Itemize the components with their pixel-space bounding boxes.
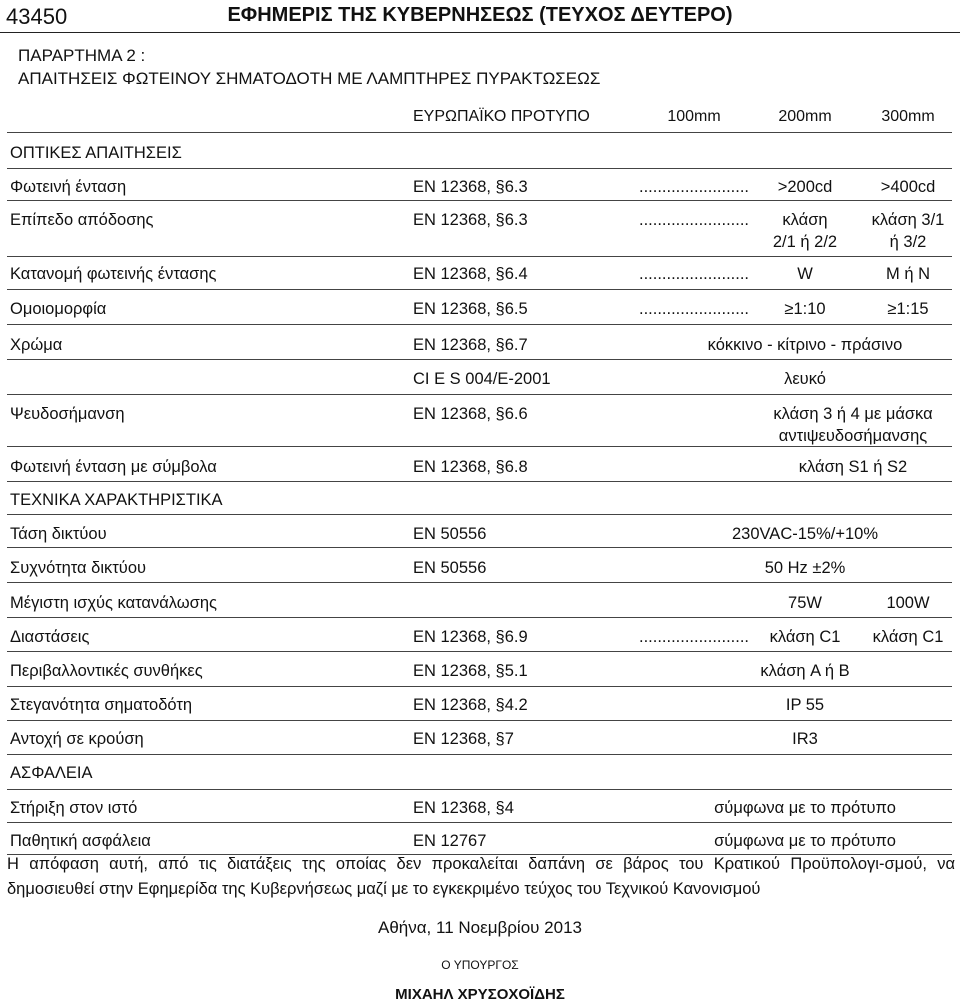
value-200mm: 75W xyxy=(788,594,822,612)
value-200-300mm-line2: αντιψευδοσήμανσης xyxy=(778,427,928,445)
row-divider xyxy=(7,289,952,290)
value-all-sizes: κλάση A ή B xyxy=(760,662,850,680)
value-100mm: ........................ xyxy=(638,211,750,229)
value-200mm: ≥1:10 xyxy=(784,300,826,318)
row-label: Αντοχή σε κρούση xyxy=(10,730,144,748)
annex-title: ΑΠΑΙΤΗΣΕΙΣ ΦΩΤΕΙΝΟΥ ΣΗΜΑΤΟΔΟΤΗ ΜΕ ΛΑΜΠΤΗΡΕΣ ΠΥΡΑΚΤΩΣΕΩΣ xyxy=(18,69,601,88)
row-divider xyxy=(7,256,952,257)
value-100mm: ........................ xyxy=(638,178,750,196)
row-standard: EN 12368, §6.9 xyxy=(413,628,528,646)
journal-title: ΕΦΗΜΕΡΙΣ ΤΗΣ ΚΥΒΕΡΝΗΣΕΩΣ (ΤΕΥΧΟΣ ΔΕΥΤΕΡΟ) xyxy=(227,4,733,26)
row-divider xyxy=(7,789,952,790)
column-header-standard: ΕΥΡΩΠΑΪΚΟ ΠΡΟΤΥΠΟ xyxy=(413,108,590,125)
page-header xyxy=(0,0,960,33)
row-divider xyxy=(7,651,952,652)
value-300mm: κλάση C1 xyxy=(872,628,944,646)
row-label: Τάση δικτύου xyxy=(10,525,107,543)
value-200-300mm: κλάση 3 ή 4 με μάσκα xyxy=(773,405,933,423)
value-all-sizes: σύμφωνα με το πρότυπο xyxy=(714,799,896,817)
row-divider xyxy=(7,324,952,325)
row-divider xyxy=(7,582,952,583)
value-300mm: κλάση 3/1 xyxy=(871,211,945,229)
row-divider xyxy=(7,168,952,169)
row-divider xyxy=(7,446,952,447)
divider xyxy=(7,132,952,133)
row-divider xyxy=(7,754,952,755)
place-date: Αθήνα, 11 Νοεμβρίου 2013 xyxy=(377,918,583,937)
column-header-200mm: 200mm xyxy=(778,108,832,125)
row-divider xyxy=(7,547,952,548)
row-divider xyxy=(7,617,952,618)
row-label: ΑΣΦΑΛΕΙΑ xyxy=(10,764,93,782)
value-all-sizes: 230VAC-15%/+10% xyxy=(732,525,878,543)
row-divider xyxy=(7,822,952,823)
value-200mm-line2: 2/1 ή 2/2 xyxy=(772,233,838,251)
column-header-100mm: 100mm xyxy=(667,108,721,125)
row-divider xyxy=(7,720,952,721)
value-all-sizes: IR3 xyxy=(792,730,818,748)
row-label: Περιβαλλοντικές συνθήκες xyxy=(10,662,203,680)
row-label: Στήριξη στον ιστό xyxy=(10,799,138,817)
row-standard: EN 12368, §7 xyxy=(413,730,514,748)
row-label: Στεγανότητα σηματοδότη xyxy=(10,696,193,714)
value-300mm: >400cd xyxy=(880,178,936,196)
annex-number: ΠΑΡΑΡΤΗΜΑ 2 : xyxy=(18,46,146,65)
row-standard: CI E S 004/E-2001 xyxy=(413,370,551,388)
value-all-sizes: λευκό xyxy=(784,370,826,388)
row-label: Μέγιστη ισχύς κατανάλωσης xyxy=(10,594,217,612)
row-label: Ομοιομορφία xyxy=(10,300,107,318)
value-all-sizes: 50 Hz ±2% xyxy=(764,559,846,577)
row-label: Συχνότητα δικτύου xyxy=(10,559,147,577)
row-standard: EN 50556 xyxy=(413,559,487,577)
minister-name: ΜΙΧΑΗΛ ΧΡΥΣΟΧΟΪΔΗΣ xyxy=(395,986,565,1003)
row-label: Φωτεινή ένταση με σύμβολα xyxy=(10,458,217,476)
row-standard: EN 12368, §6.5 xyxy=(413,300,528,318)
row-standard: EN 12767 xyxy=(413,832,487,850)
row-label: Κατανομή φωτεινής έντασης xyxy=(10,265,217,283)
value-200mm: κλάση xyxy=(782,211,828,229)
row-label: Ψευδοσήμανση xyxy=(10,405,125,423)
row-standard: EN 12368, §6.8 xyxy=(413,458,528,476)
column-header-300mm: 300mm xyxy=(881,108,935,125)
row-label: Επίπεδο απόδοσης xyxy=(10,211,154,229)
decision-text: Η απόφαση αυτή, από τις διατάξεις της οποίας δεν προκαλείται δαπάνη σε βάρος του Κρατικού Προϋπολογι-σμού, να δημοσιευθεί στην Εφημερίδα της Κυβερνήσεως μαζί με το εγκεκριμένο τεύχος του Τεχνικού Κανονισμού xyxy=(7,855,955,898)
page-number: 43450 xyxy=(6,4,68,29)
row-standard: EN 12368, §6.3 xyxy=(413,178,528,196)
row-divider xyxy=(7,514,952,515)
row-label: Παθητική ασφάλεια xyxy=(10,832,151,850)
row-standard: EN 12368, §4 xyxy=(413,799,514,817)
value-100mm: ........................ xyxy=(638,628,750,646)
value-300mm: ≥1:15 xyxy=(887,300,929,318)
row-label: Διαστάσεις xyxy=(10,628,90,646)
row-standard: EN 12368, §4.2 xyxy=(413,696,528,714)
row-divider xyxy=(7,686,952,687)
value-300mm-line2: ή 3/2 xyxy=(889,233,927,251)
row-standard: EN 12368, §6.7 xyxy=(413,336,528,354)
value-200mm: κλάση C1 xyxy=(769,628,841,646)
value-100mm: ........................ xyxy=(638,300,750,318)
value-200-300mm: κλάση S1 ή S2 xyxy=(798,458,908,476)
value-all-sizes: σύμφωνα με το πρότυπο xyxy=(714,832,896,850)
row-standard: EN 12368, §6.4 xyxy=(413,265,528,283)
row-standard: EN 50556 xyxy=(413,525,487,543)
value-300mm: M ή N xyxy=(885,265,931,283)
row-standard: EN 12368, §5.1 xyxy=(413,662,528,680)
row-label: Χρώμα xyxy=(10,336,63,354)
row-label: ΤΕΧΝΙΚΑ ΧΑΡΑΚΤΗΡΙΣΤΙΚΑ xyxy=(10,491,223,509)
signatory-role: Ο ΥΠΟΥΡΓΟΣ xyxy=(441,958,519,972)
value-200mm: W xyxy=(797,265,813,283)
value-all-sizes: κόκκινο - κίτρινο - πράσινο xyxy=(707,336,903,354)
row-divider xyxy=(7,200,952,201)
row-label: ΟΠΤΙΚΕΣ ΑΠΑΙΤΗΣΕΙΣ xyxy=(10,144,182,162)
value-all-sizes: IP 55 xyxy=(785,696,825,714)
row-standard: EN 12368, §6.3 xyxy=(413,211,528,229)
row-divider xyxy=(7,359,952,360)
row-standard: EN 12368, §6.6 xyxy=(413,405,528,423)
value-200mm: >200cd xyxy=(777,178,833,196)
row-label: Φωτεινή ένταση xyxy=(10,178,127,196)
row-divider xyxy=(7,481,952,482)
row-divider xyxy=(7,394,952,395)
value-100mm: ........................ xyxy=(638,265,750,283)
value-300mm: 100W xyxy=(886,594,930,612)
